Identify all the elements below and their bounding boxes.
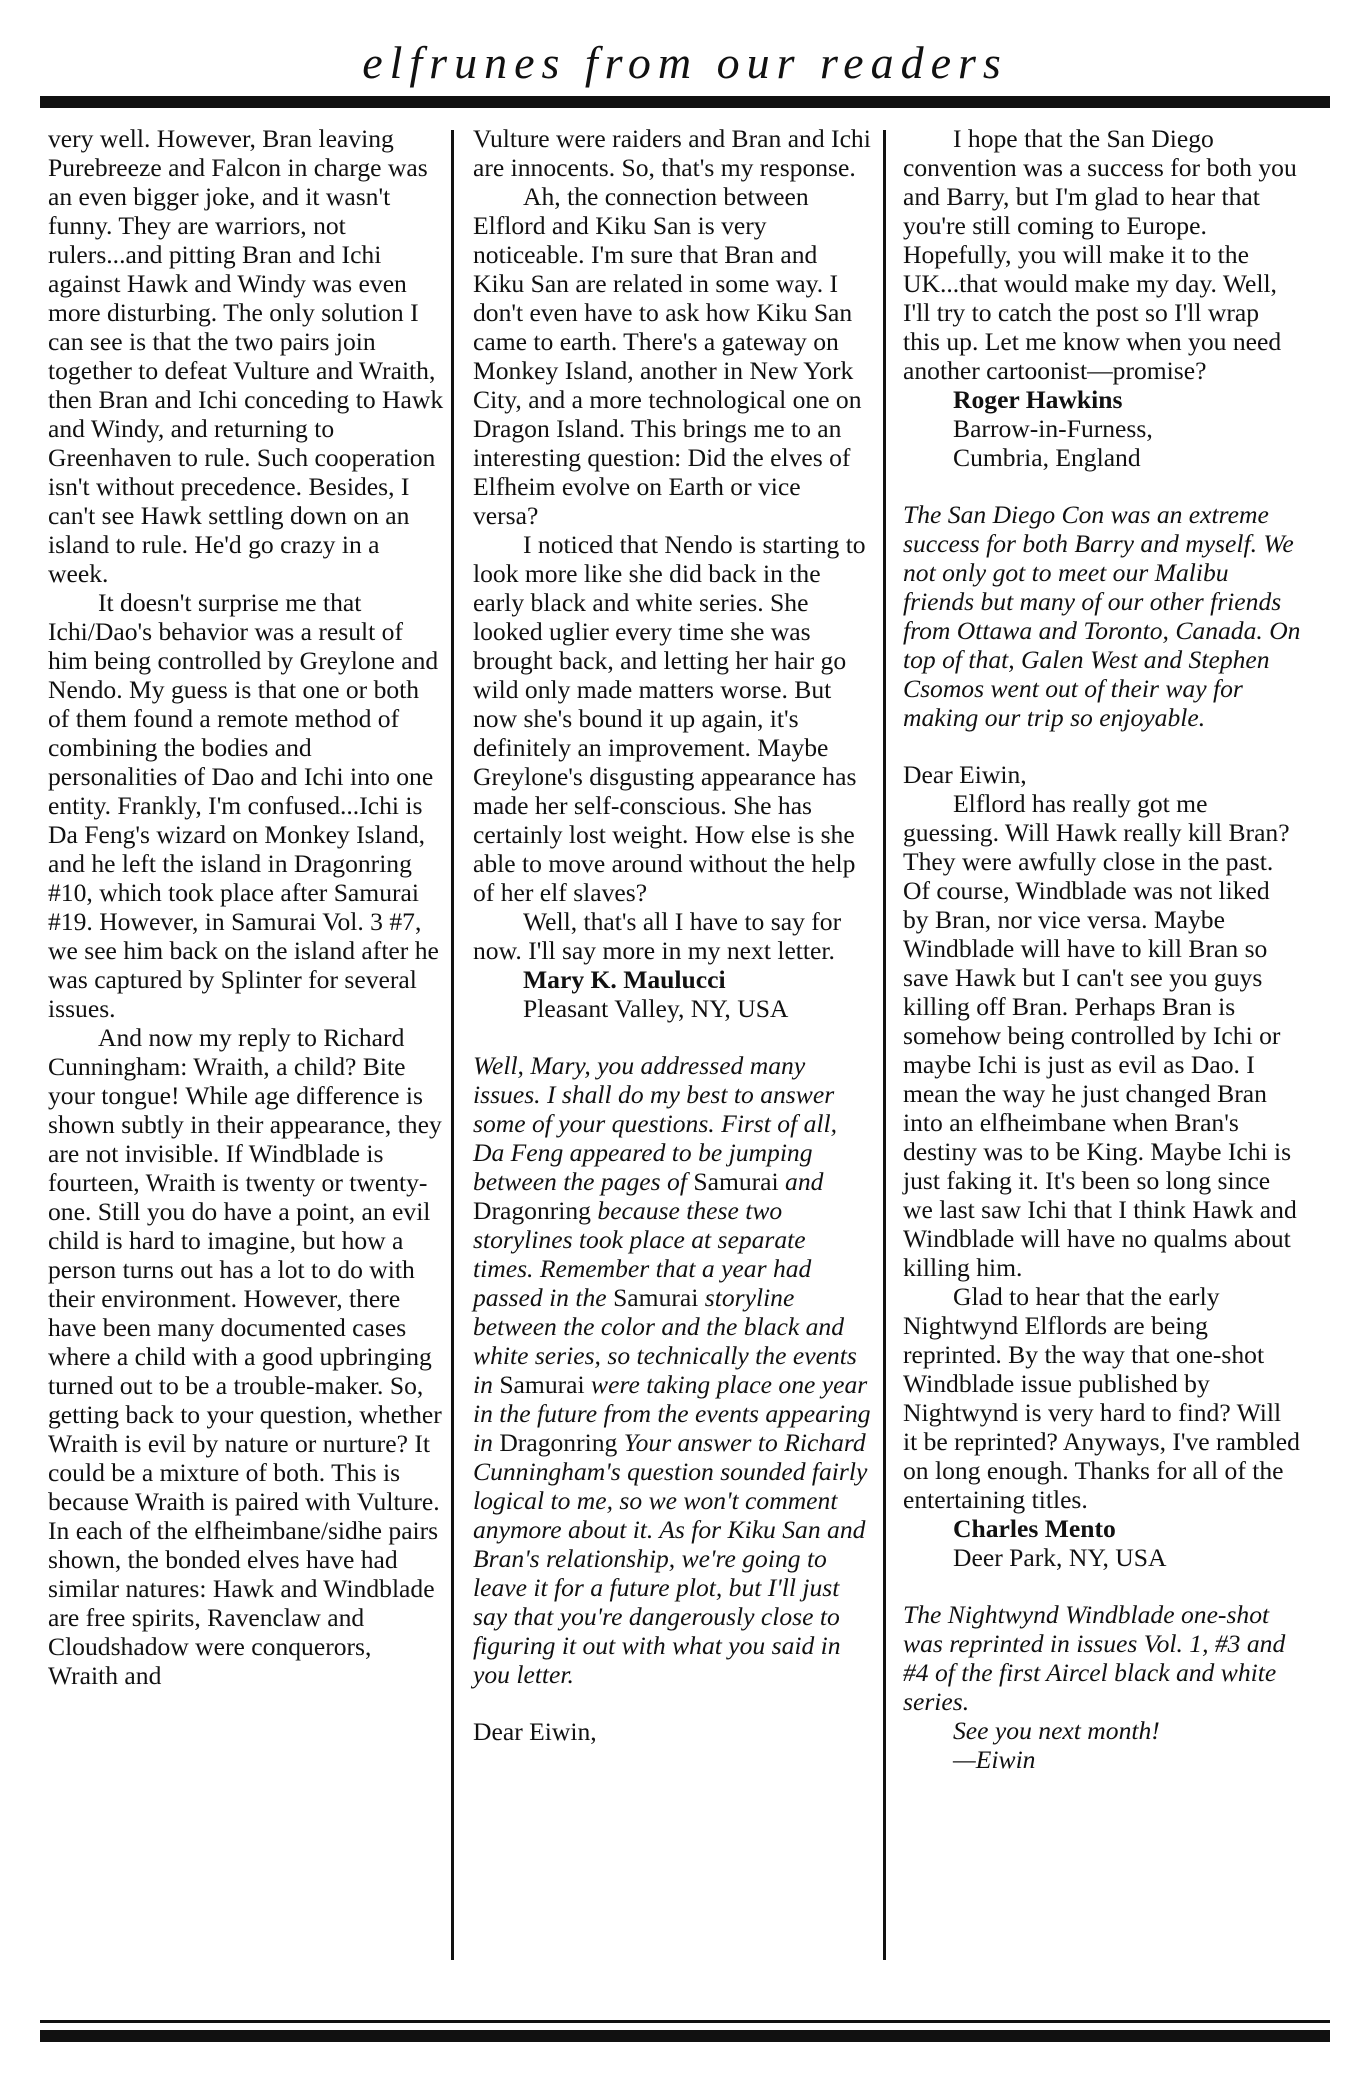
signature-name: Charles Mento bbox=[953, 1514, 1116, 1543]
page-title: elfrunes from our readers bbox=[362, 37, 1008, 88]
letter-column-1 bbox=[48, 124, 446, 1690]
header-rule bbox=[40, 96, 1330, 108]
paragraph: Glad to hear that the early Nightwynd Elflords are being reprinted. By the way that one-shot Windblade issue published by Nightwynd is very hard to find? Will it be reprinted? Anyways, I've rambled on long enough. Thanks for all of the entertaining titles. bbox=[903, 1282, 1300, 1514]
closing-signature: —Eiwin bbox=[953, 1745, 1036, 1774]
paragraph: And now my reply to Richard Cunningham: Wraith, a child? Bite your tongue! While age difference is shown subtly in their appearance, they are not invisible. If Windblade is fourteen, Wraith is twenty or twenty-one. Still you do have a point, an evil child is hard to imagine, but how a person turns out has a lot to do with their environment. However, there have been many documented cases where a child with a good upbringing turned out to be a trouble-maker. So, getting back to your question, whether Wraith is evil by nature or nurture? It could be a mixture of both. This is because Wraith is paired with Vulture. In each of the elfheimbane/sidhe pairs shown, the bonded elves have had similar natures: Hawk and Windblade are free spirits, Ravenclaw and Cloudshadow were conquerors, Wraith and bbox=[48, 1023, 442, 1690]
paragraph: very well. However, Bran leaving Purebreeze and Falcon in charge was an even bigger joke, and it wasn't funny. They are warriors, not rulers...and pitting Bran and Ichi against Hawk and Windy was even more disturbing. The only solution I can see is that the two pairs join together to defeat Vulture and Wraith, then Bran and Ichi conceding to Hawk and Windy, and returning to Greenhaven to rule. Such cooperation isn't without precedence. Besides, I can't see Hawk settling down on an island to rule. He'd go crazy in a week. bbox=[48, 124, 444, 588]
signature-location: Cumbria, England bbox=[953, 443, 1141, 472]
editor-reply: Well, Mary, you addressed many issues. I shall do my best to answer some of your questions. First of all, Da Feng appeared to be jumping between the pages of Samurai and Dragonring because these two storylines took place at separate times. Remember that a year had passed in the Samurai storyline between the color and the black and white series, so technically the events in Samurai were taking place one year in the future from the events appearing in Dragonring Your answer to Richard Cunningham's question sounded fairly logical to me, so we won't comment anymore about it. As for Kiku San and Bran's relationship, we're going to leave it for a future plot, but I'll just say that you're dangerously close to figuring it out with what you said in you letter. bbox=[473, 1051, 871, 1689]
signature-name: Mary K. Maulucci bbox=[523, 965, 726, 994]
paragraph: It doesn't surprise me that Ichi/Dao's behavior was a result of him being controlled by Greylone and Nendo. My guess is that one or both of them found a remote method of combining the bodies and personalities of Dao and Ichi into one entity. Frankly, I'm confused...Ichi is Da Feng's wizard on Monkey Island, and he left the island in Dragonring #10, which took place after Samurai #19. However, in Samurai Vol. 3 #7, we see him back on the island after he was captured by Splinter for several issues. bbox=[48, 588, 439, 1023]
signature-location: Deer Park, NY, USA bbox=[953, 1543, 1167, 1572]
letter-column-2 bbox=[473, 124, 871, 1746]
salutation: Dear Eiwin, bbox=[473, 1717, 597, 1746]
closing-line: See you next month! bbox=[953, 1716, 1160, 1745]
paragraph: Ah, the connection between Elflord and Kiku San is very noticeable. I'm sure that Bran and Kiku San are related in some way. I don't even have to ask how Kiku San came to earth. There's a gateway on Monkey Island, another in New York City, and a more technological one on Dragon Island. This brings me to an interesting question: Did the elves of Elfheim evolve on Earth or vice versa? bbox=[473, 182, 862, 530]
footer-rule-thick bbox=[40, 2030, 1330, 2042]
salutation: Dear Eiwin, bbox=[903, 760, 1027, 789]
signature-location: Pleasant Valley, NY, USA bbox=[523, 994, 789, 1023]
editor-reply: The Nightwynd Windblade one-shot was reprinted in issues Vol. 1, #3 and #4 of the first Aircel black and white series. bbox=[903, 1600, 1286, 1716]
letter-column-3 bbox=[903, 124, 1301, 1774]
paragraph: Well, that's all I have to say for now. I'll say more in my next letter. bbox=[473, 907, 842, 965]
editor-reply: The San Diego Con was an extreme success for both Barry and myself. We not only got to meet our Malibu friends but many of our other friends from Ottawa and Toronto, Canada. On top of that, Galen West and Stephen Csomos went out of their way for making our trip so enjoyable. bbox=[903, 500, 1301, 732]
paragraph: I hope that the San Diego convention was a success for both you and Barry, but I'm glad to hear that you're still coming to Europe. Hopefully, you will make it to the UK...that would make my day. Well, I'll try to catch the post so I'll wrap this up. Let me know when you need another cartoonist—promise? bbox=[903, 124, 1297, 385]
column-divider bbox=[883, 130, 886, 1960]
paragraph: Elflord has really got me guessing. Will Hawk really kill Bran? They were awfully close in the past. Of course, Windblade was not liked by Bran, nor vice versa. Maybe Windblade will have to kill Bran so save Hawk but I can't see you guys killing off Bran. Perhaps Bran is somehow being controlled by Ichi or maybe Ichi is just as evil as Dao. I mean the way he just changed Bran into an elfheimbane when Bran's destiny was to be King. Maybe Ichi is just faking it. It's been so long since we last saw Ichi that I think Hawk and Windblade will have no qualms about killing him. bbox=[903, 789, 1297, 1282]
paragraph: I noticed that Nendo is starting to look more like she did back in the early black and white series. She looked uglier every time she was brought back, and letting her hair go wild only made matters worse. But now she's bound it up again, it's definitely an improvement. Maybe Greylone's disgusting appearance has made her self-conscious. She has certainly lost weight. How else is she able to move around without the help of her elf slaves? bbox=[473, 530, 866, 907]
column-divider bbox=[451, 130, 454, 1960]
footer-rule-thin bbox=[40, 2020, 1330, 2023]
paragraph: Vulture were raiders and Bran and Ichi are innocents. So, that's my response. bbox=[473, 124, 871, 182]
signature-name: Roger Hawkins bbox=[953, 385, 1123, 414]
signature-location: Barrow-in-Furness, bbox=[953, 414, 1153, 443]
